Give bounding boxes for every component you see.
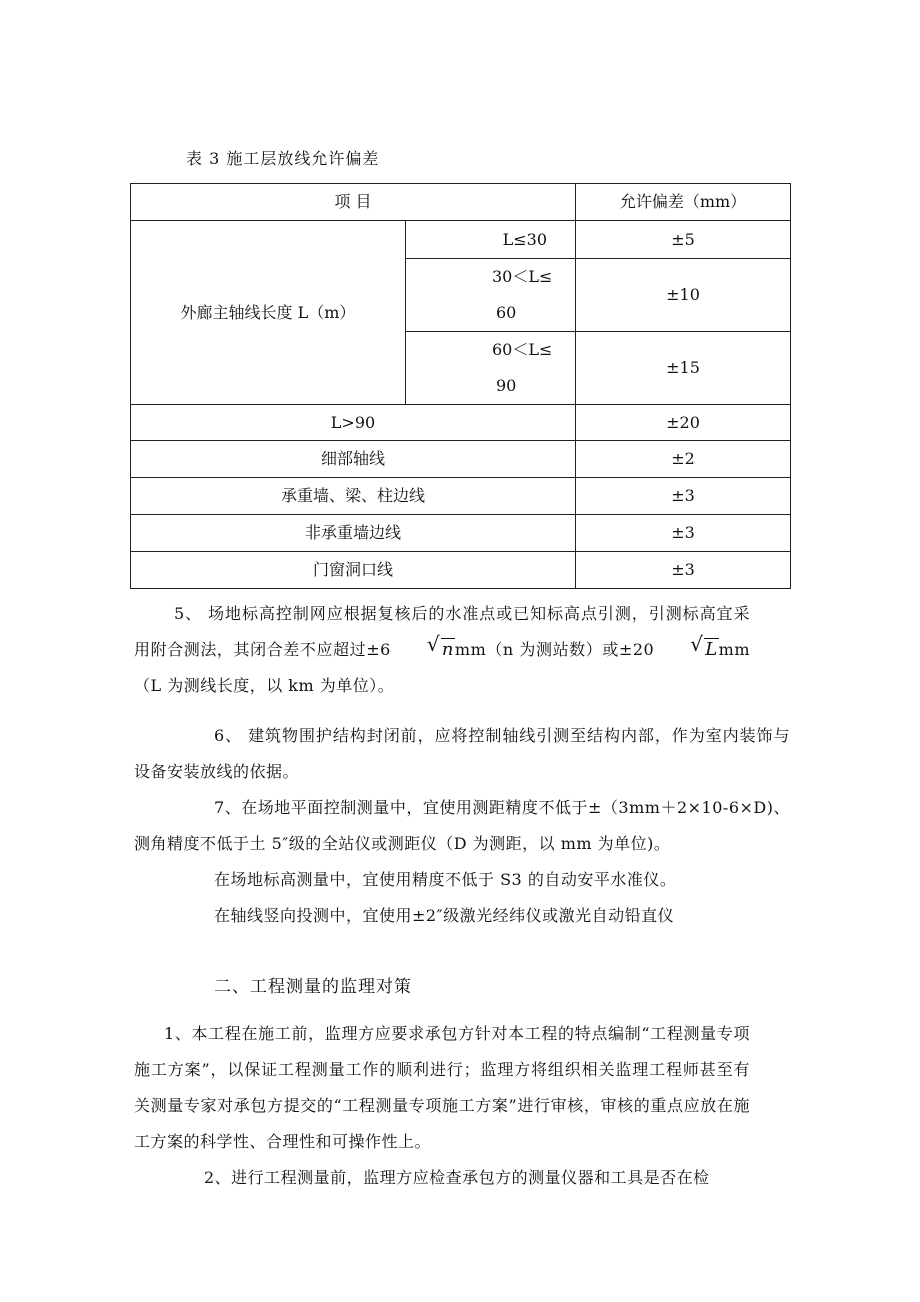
section-paragraph-2: 2、进行工程测量前，监理方应检查承包方的测量仪器和工具是否在检 — [204, 1168, 710, 1187]
tolerance-table — [130, 183, 791, 589]
section-paragraph-1: 1、本工程在施工前，监理方应要求承包方针对本工程的特点编制“工程测量专项施工方案”，以保证工程测量工作的顺利进行；监理方将组织相关监理工程师甚至有关测量专家对承包方提交的“工程测量专项施工方案”进行审核，审核的重点应放在施工方案的科学性、合理性和可操作性上。 — [134, 1024, 750, 1151]
table-row — [131, 441, 791, 478]
paragraph-7: 7、在场地平面控制测量中，宜使用测距精度不低于±（3mm＋2×10-6×D)、测角精度不低于土 5″级的全站仪或测距仪（D 为测距，以 mm 为单位)。 — [134, 798, 790, 853]
tolerance-cell: ±3 — [576, 515, 791, 552]
item-cell: 非承重墙边线 — [131, 515, 576, 552]
sqrt-n-symbol: √ n — [391, 632, 455, 668]
paragraph-8: 在场地标高测量中，宜使用精度不低于 S3 的自动安平水准仪。 — [214, 870, 677, 889]
item-cell: L>90 — [131, 405, 576, 441]
main-axis-label: 外廊主轴线长度 L（m） — [131, 221, 406, 405]
table-caption: 表 3 施工层放线允许偏差 — [186, 149, 380, 168]
paragraph-6: 6、 建筑物围护结构封闭前，应将控制轴线引测至结构内部，作为室内装饰与设备安装放线的依据。 — [134, 726, 790, 781]
table-row — [131, 221, 791, 259]
tolerance-cell: ±5 — [576, 221, 791, 259]
range-cell: L≤30 — [406, 221, 576, 259]
table-header-row — [131, 184, 791, 221]
tolerance-cell: ±3 — [576, 478, 791, 515]
range-cell: 30＜L≤ 60 — [406, 259, 576, 332]
table-row — [131, 478, 791, 515]
section-heading: 二、工程测量的监理对策 — [214, 977, 412, 997]
tolerance-cell: ±10 — [576, 259, 791, 332]
header-item: 项 目 — [131, 184, 576, 221]
paragraph-9: 在轴线竖向投测中，宜使用±2″级激光经纬仪或激光自动铅直仪 — [214, 906, 675, 925]
item-cell: 承重墙、梁、柱边线 — [131, 478, 576, 515]
tolerance-cell: ±15 — [576, 332, 791, 405]
range-cell: 60＜L≤ 90 — [406, 332, 576, 405]
tolerance-cell: ±3 — [576, 552, 791, 589]
sqrt-l-symbol: √ L — [654, 632, 718, 668]
table-row — [131, 552, 791, 589]
header-tolerance: 允许偏差（mm） — [576, 184, 791, 221]
tolerance-cell: ±2 — [576, 441, 791, 478]
tolerance-cell: ±20 — [576, 405, 791, 441]
paragraph-5: 5、 场地标高控制网应根据复核后的水准点或已知标高点引测，引测标高宜采用附合测法，其闭合差不应超过±6√ nmm（n 为测站数）或±20√ Lmm（L 为测线长度，以 km 为单位）。 — [134, 596, 750, 704]
table-row — [131, 405, 791, 441]
item-cell: 细部轴线 — [131, 441, 576, 478]
table-row — [131, 515, 791, 552]
item-cell: 门窗洞口线 — [131, 552, 576, 589]
